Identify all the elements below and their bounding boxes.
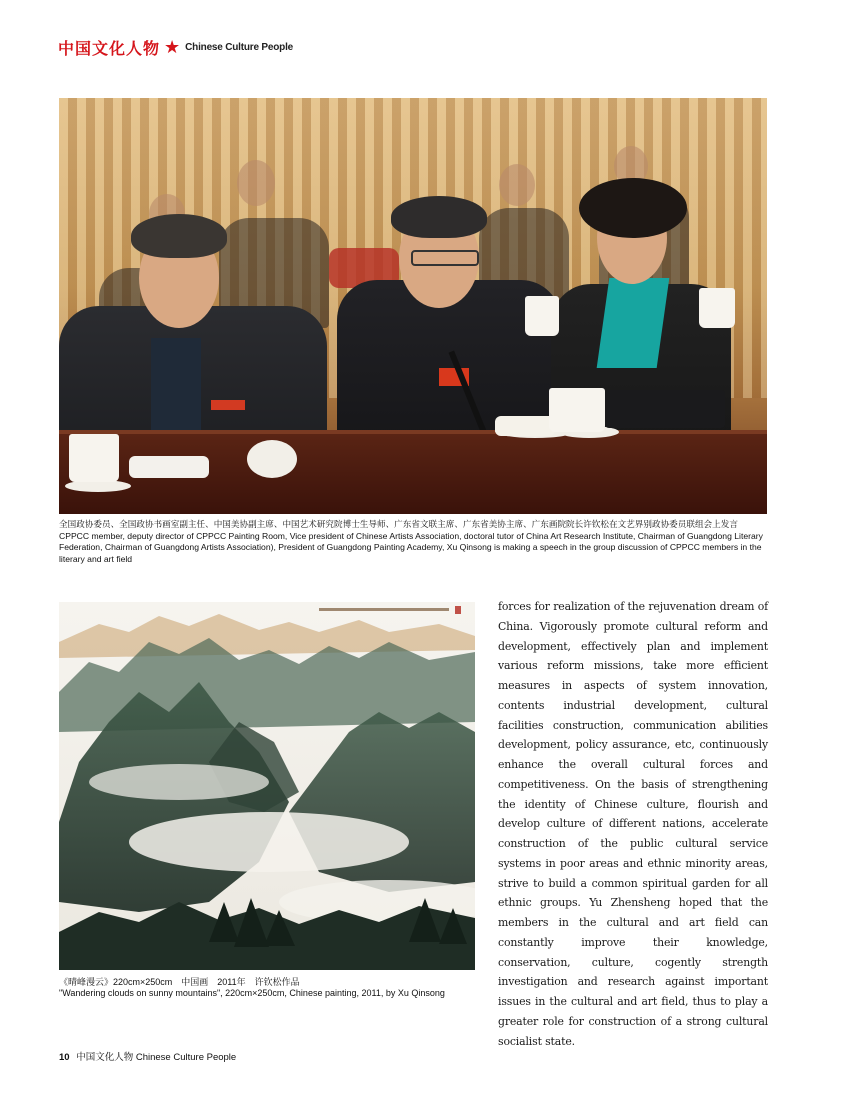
page-footer [59,1049,236,1063]
napkin [129,456,209,478]
teal-scarf [597,278,670,368]
right-attendee-hair [579,178,687,238]
photo-caption-en: CPPCC member, deputy director of CPPCC Painting Room, Vice president of Chinese Artists Association, doctoral tutor of China Art Research Institute, Chairman of Guangdong Literary Federation, Chairman of Guangdong Artists Association), President of Guangdong Painting Academy, Xu Qinsong is making a speech in the group discussion of CPPCC members in the literary and art field [59,530,763,564]
tea-cup [549,388,605,432]
delegate-badge [211,400,245,410]
tea-cup [525,296,559,336]
folder [605,390,725,428]
star-icon: ★ [164,37,181,57]
painting-caption-en: "Wandering clouds on sunny mountains", 220cm×250cm, Chinese painting, 2011, by Xu Qinsong [59,988,445,999]
meeting-photo [59,98,767,514]
magazine-header [58,36,293,58]
header-title-cn: 中国文化人物 [58,38,161,58]
painting-caption [59,977,479,1000]
napkin [495,416,555,436]
photo-caption-cn: 全国政协委员、全国政协书画室副主任、中国美协副主席、中国艺术研究院博士生导师、广东省文联主席、广东省美协主席、广东画院院长许钦松在文艺界别政协委员联组会上发言 [59,519,738,529]
landscape-painting [59,602,475,970]
speaker-glasses [411,250,479,266]
painting-artwork [59,602,475,970]
tea-cup [699,288,735,328]
cup-lid [247,440,297,478]
background-person-head [237,160,275,206]
photo-caption [59,519,771,565]
left-attendee-hair [131,214,227,258]
tea-cup [69,434,119,482]
footer-label: 中国文化人物 Chinese Culture People [76,1052,237,1063]
background-person-head [499,164,535,206]
article-body: forces for realization of the rejuvenation dream of China. Vigorously promote cultural reform and development, effectively plan and implement various reform missions, take more efficient measures in aspects of system innovation, contents industrial development, cultural facilities construction, communication abilities development, policy assurance, etc, continuously enhance the overall cultural forces and competitiveness. On the basis of strengthening the identity of Chinese culture, flourish and develop culture of different nations, accelerate construction of the public cultural service systems in poor areas and ethnic minority areas, strive to build a common spiritual garden for all ethnic groups. Yu Zhensheng hoped that the members in the cultural and art field can constantly improve their knowledge, conservation, culture, cogently strength investigation and research against important issues in the cultural and art field, thus to play a greater role for construction of a strong cultural socialist state. [498,600,768,1048]
page-number: 10 [59,1052,70,1063]
header-title-en: Chinese Culture People [185,41,294,53]
speaker-hair [391,196,487,238]
painting-caption-cn: 《晴峰漫云》220cm×250cm 中国画 2011年 许钦松作品 [59,977,300,987]
